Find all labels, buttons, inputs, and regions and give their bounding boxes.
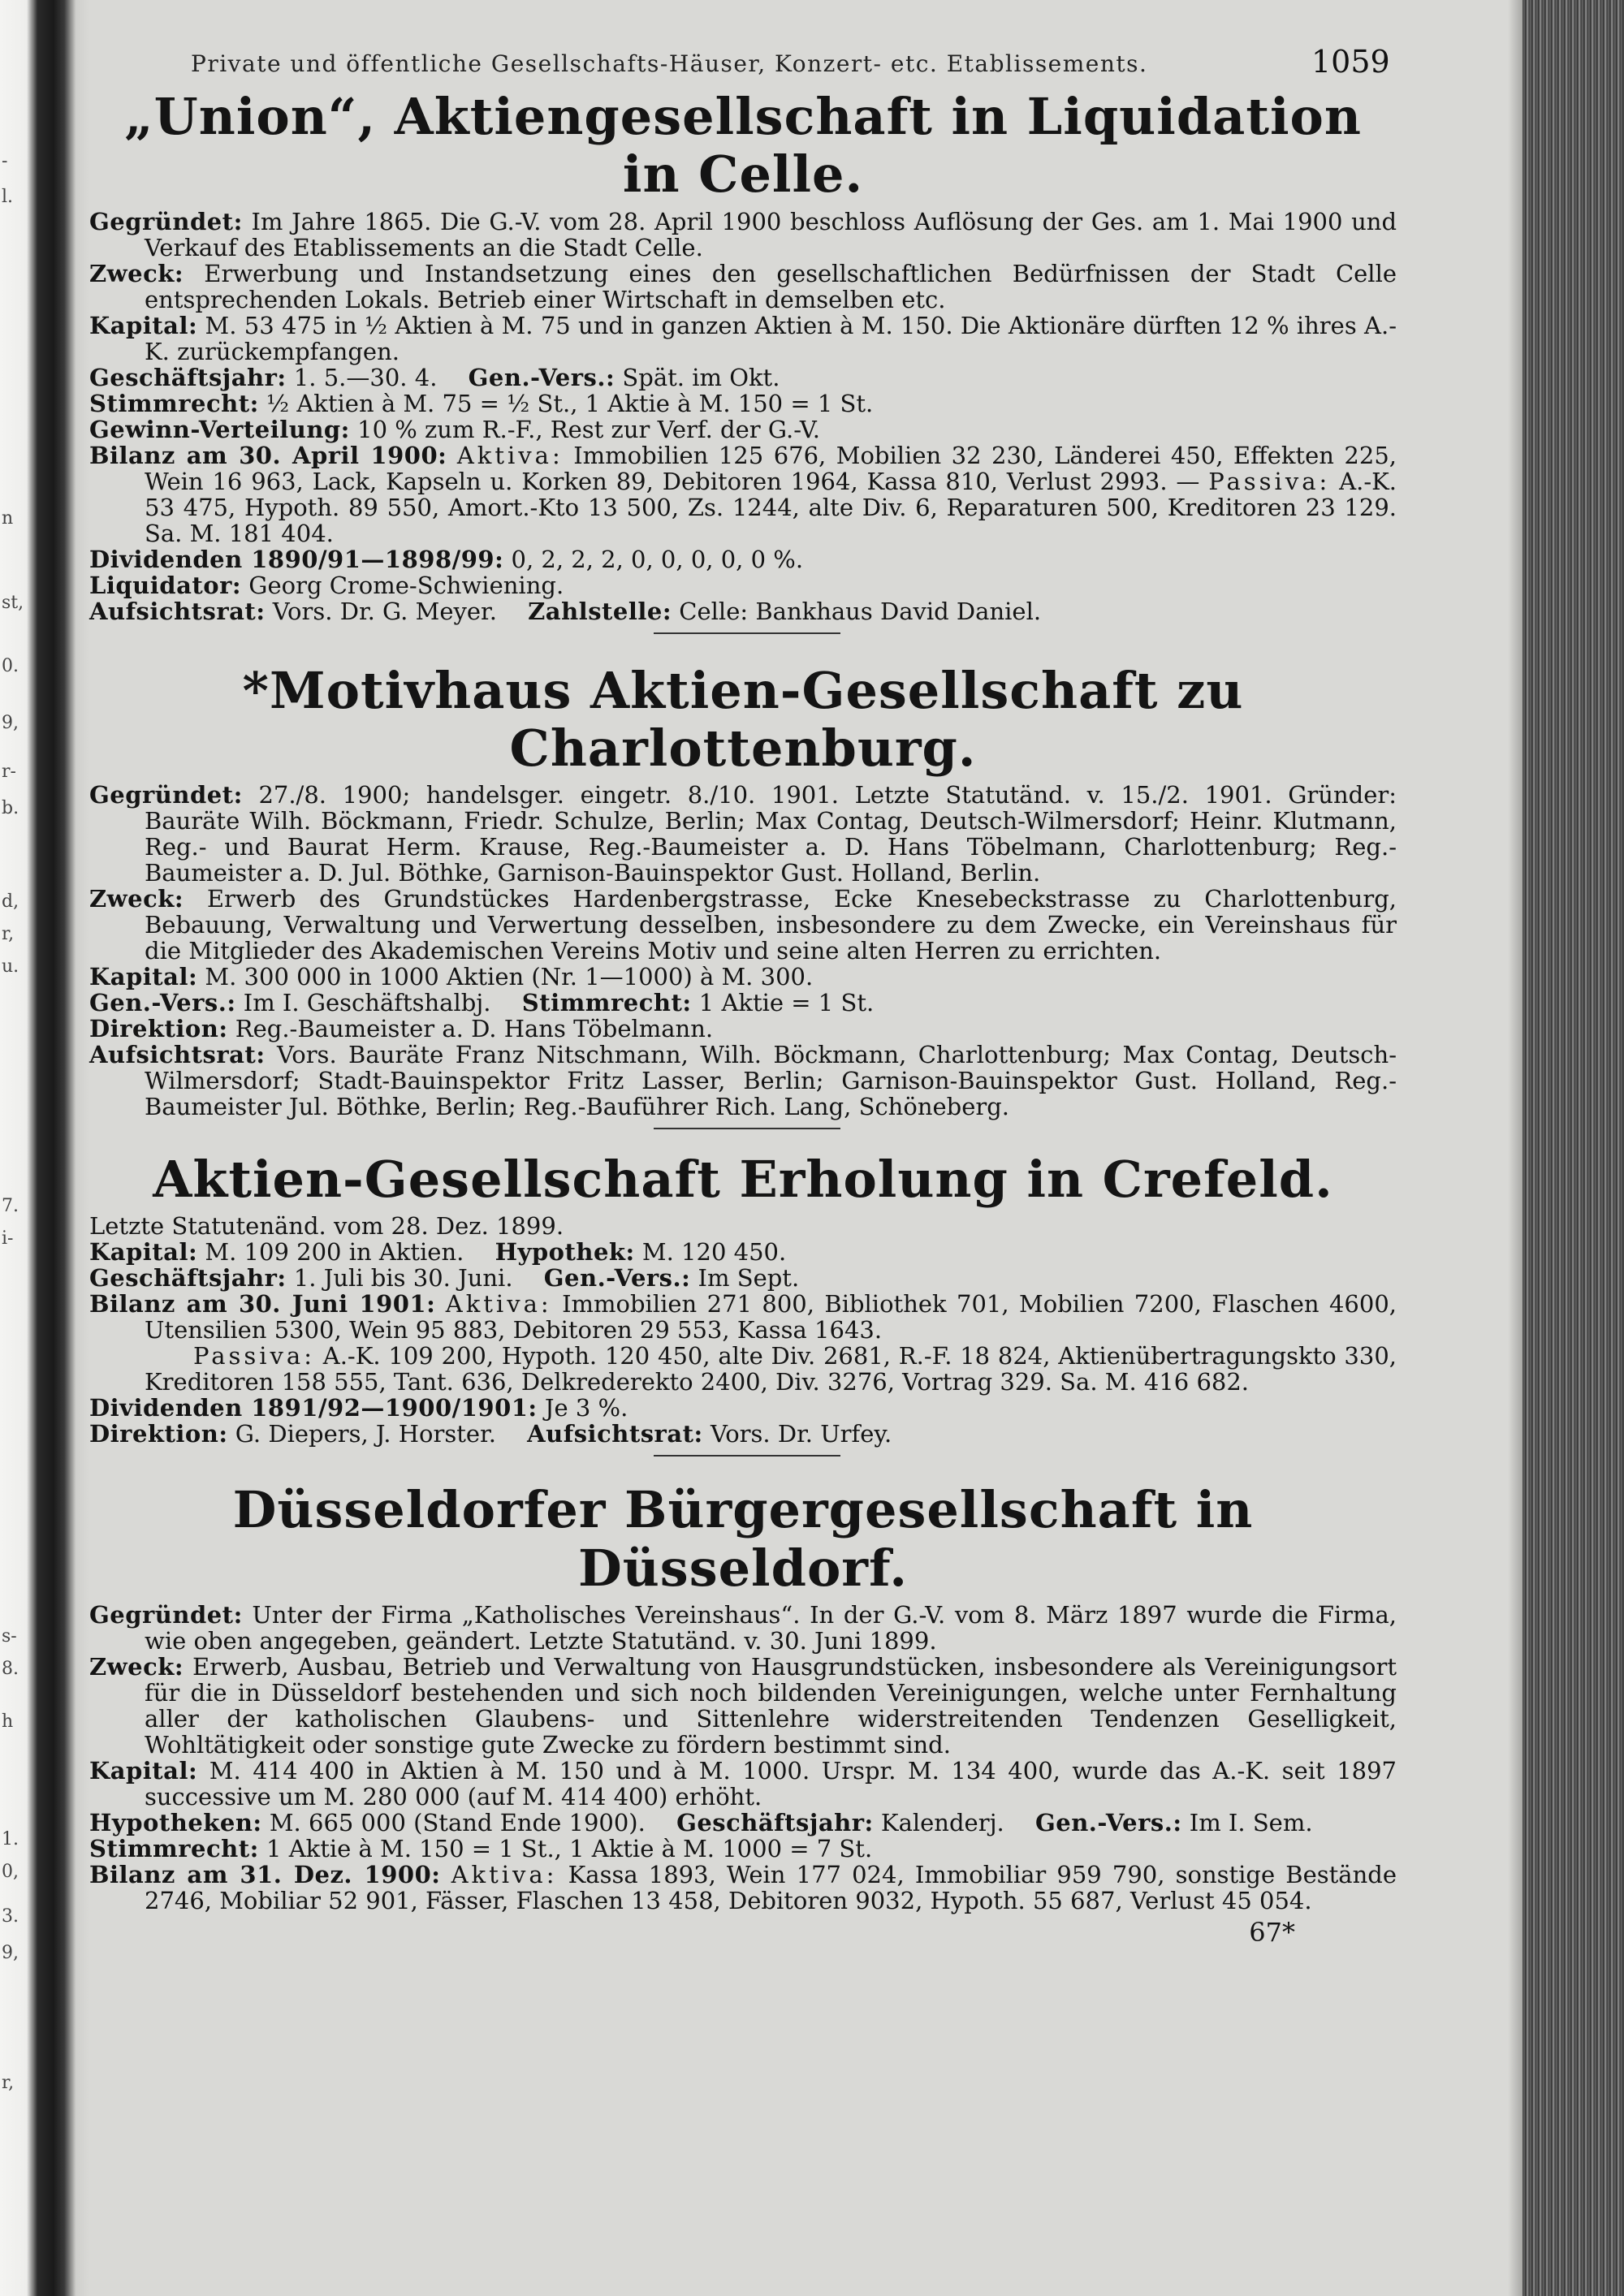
field-value: M. 665 000 (Stand Ende 1900).: [269, 1809, 646, 1837]
field-label: Zahlstelle:: [528, 597, 672, 625]
margin-fragment: u.: [2, 956, 19, 977]
margin-fragment: r,: [2, 2073, 15, 2093]
field-label: Dividenden 1890/91—1898/99:: [89, 545, 504, 573]
field-label: Kapital:: [89, 311, 198, 339]
entry-paragraph: [89, 1421, 1397, 1447]
entry-paragraph: [89, 598, 1397, 624]
entry-separator: [654, 1128, 840, 1129]
left-margin-fragments: [2, 0, 24, 2296]
entry-paragraph: [89, 1836, 1397, 1862]
field-value: Je 3 %.: [544, 1394, 628, 1422]
page-number: 1059: [1311, 44, 1390, 80]
entry-paragraph: [89, 1862, 1397, 1914]
field-value: Kassa 1893, Wein 177 024, Immobiliar 959 790, sonstige Bestände 2746, Mobiliar 52 901, Fässer, Flaschen 13 458, Debitoren 9032, Hypoth. 55 687, Verlust 45 054.: [145, 1861, 1397, 1915]
field-value: Reg.-Baumeister a. D. Hans Töbelmann.: [235, 1015, 714, 1043]
field-value: Vors. Dr. Urfey.: [710, 1420, 892, 1448]
field-value: Erwerb des Grundstückes Hardenbergstrasse, Ecke Knesebeckstrasse zu Charlottenburg, Bebauung, Verwaltung und Verwertung desselben, insbesondere zu dem Zwecke, ein Vereinshaus für die Mitglieder des Akademischen Vereins Motiv und seine alten Herren zu errichten.: [145, 885, 1397, 965]
field-value: Vors. Bauräte Franz Nitschmann, Wilh. Böckmann, Charlottenburg; Max Contag, Deutsch-Wilmersdorf; Stadt-Bauinspektor Fritz Lasser, Berlin; Garnison-Bauinspektor Gust. Holland, Reg.-Baumeister Jul. Böthke, Berlin; Reg.-Bauführer Rich. Lang, Schöneberg.: [145, 1041, 1397, 1121]
field-label: Bilanz am 31. Dez. 1900:: [89, 1861, 441, 1889]
field-label: Gen.-Vers.:: [543, 1264, 691, 1293]
field-label: Zweck:: [89, 259, 184, 287]
entry-paragraph: [89, 1291, 1397, 1343]
field-value: 0, 2, 2, 2, 0, 0, 0, 0, 0 %.: [511, 545, 804, 573]
field-label: Kapital:: [89, 1238, 198, 1267]
field-label: Zweck:: [89, 885, 184, 913]
field-value: 1 Aktie = 1 St.: [698, 989, 875, 1017]
balance-side-label: Aktiva:: [456, 441, 564, 469]
field-value: 1. Juli bis 30. Juni.: [293, 1264, 513, 1293]
field-value: A.-K. 109 200, Hypoth. 120 450, alte Div. 2681, R.-F. 18 824, Aktienübertragungskto 330, Kreditoren 158 555, Tant. 636, Delkrederekto 2400, Div. 3276, Vortrag 329. Sa. M. 416 682.: [145, 1342, 1397, 1396]
margin-fragment: l.: [2, 187, 14, 207]
field-label: Gen.-Vers.:: [89, 989, 236, 1017]
field-value: 10 % zum R.-F., Rest zur Verf. der G.-V.: [357, 415, 820, 443]
field-value: Im I. Geschäftshalbj.: [243, 989, 491, 1017]
entry-paragraph: [89, 1654, 1397, 1758]
field-value: Im Jahre 1865. Die G.-V. vom 28. April 1900 beschloss Auflösung der Ges. am 1. Mai 1900 und Verkauf des Etablissements an die Stadt Celle.: [145, 207, 1397, 261]
entry-paragraph: [89, 1239, 1397, 1265]
document-page: [89, 41, 1405, 1948]
page-stack-edge: [1522, 0, 1624, 2296]
balance-side-label: Aktiva:: [445, 1290, 552, 1318]
field-label: Gegründet:: [89, 1601, 243, 1629]
entry-paragraph: [89, 782, 1397, 886]
entries-container: [89, 88, 1405, 1914]
field-value: 1 Aktie à M. 150 = 1 St., 1 Aktie à M. 1000 = 7 St.: [266, 1835, 873, 1863]
field-value: M. 414 400 in Aktien à M. 150 und à M. 1000. Urspr. M. 134 400, wurde das A.-K. seit 1897 successive um M. 280 000 (auf M. 414 400) erhöht.: [145, 1757, 1397, 1811]
entry-paragraph: [89, 391, 1397, 416]
field-value: Letzte Statutenänd. vom 28. Dez. 1899.: [89, 1212, 564, 1241]
entry-title: „Union“, Aktiengesellschaft in Liquidation in Celle.: [124, 87, 1362, 205]
field-label: Geschäftsjahr:: [89, 363, 287, 391]
margin-fragment: 8.: [2, 1659, 19, 1679]
field-value: Celle: Bankhaus David Daniel.: [679, 597, 1042, 625]
entry-separator: [654, 1455, 840, 1457]
field-label: Kapital:: [89, 1757, 198, 1785]
balance-side-label: Passiva:: [1208, 467, 1331, 495]
field-value: G. Diepers, J. Horster.: [235, 1420, 496, 1448]
field-label: Gen.-Vers.:: [1035, 1809, 1182, 1837]
field-value: M. 300 000 in 1000 Aktien (Nr. 1—1000) à M. 300.: [205, 963, 814, 991]
field-label: Dividenden 1891/92—1900/1901:: [89, 1394, 538, 1422]
field-value: Unter der Firma „Katholisches Vereinshaus“. In der G.-V. vom 8. März 1897 wurde die Firma, wie oben angegeben, geändert. Letzte Statutänd. v. 30. Juni 1899.: [145, 1601, 1397, 1655]
company-entry: [89, 88, 1397, 624]
margin-fragment: 9,: [2, 1943, 19, 1963]
entry-paragraph: [89, 209, 1397, 261]
field-label: Hypotheken:: [89, 1809, 262, 1837]
field-label: Gewinn-Verteilung:: [89, 415, 350, 443]
field-value: Erwerb, Ausbau, Betrieb und Verwaltung von Hausgrundstücken, insbesondere als Vereinigungsort für die in Düsseldorf bestehenden und sich noch bildenden Vereinigungen, welche unter Fernhaltung aller der katholischen Glaubens- und Sittenlehre widerstreitenden Tendenzen Geselligkeit, Wohltätigkeit oder sonstige gute Zwecke zu fördern bestimmt sind.: [145, 1653, 1397, 1759]
field-label: Stimmrecht:: [89, 1835, 259, 1863]
field-value: A.-K. 53 475, Hypoth. 89 550, Amort.-Kto 13 500, Zs. 1244, alte Div. 6, Reparaturen 500, Kreditoren 23 129. Sa. M. 181 404.: [145, 467, 1397, 547]
field-label: Hypothek:: [495, 1238, 635, 1267]
entry-paragraph: [89, 990, 1397, 1016]
margin-fragment: s-: [2, 1626, 17, 1646]
field-label: Aufsichtsrat:: [89, 1041, 266, 1069]
margin-fragment: 0.: [2, 656, 19, 676]
entry-paragraph: [89, 442, 1397, 546]
signature-mark: 67*: [1249, 1917, 1295, 1949]
field-label: Geschäftsjahr:: [89, 1264, 287, 1293]
field-label: Stimmrecht:: [521, 989, 692, 1017]
field-label: Aufsichtsrat:: [527, 1420, 703, 1448]
margin-fragment: b.: [2, 798, 19, 818]
field-value: Immobilien 271 800, Bibliothek 701, Mobilien 7200, Flaschen 4600, Utensilien 5300, Wein 95 883, Debitoren 29 553, Kassa 1643.: [145, 1290, 1397, 1344]
margin-fragment: 1.: [2, 1829, 19, 1849]
entry-paragraph: [89, 1016, 1397, 1042]
field-value: Georg Crome-Schwiening.: [248, 571, 564, 599]
field-label: Stimmrecht:: [89, 389, 259, 417]
margin-fragment: st,: [2, 593, 24, 613]
field-label: Bilanz am 30. Juni 1901:: [89, 1290, 436, 1318]
field-label: Gegründet:: [89, 781, 243, 809]
entry-paragraph: [89, 1343, 1397, 1395]
balance-side-label: Passiva:: [193, 1342, 315, 1370]
margin-fragment: i-: [2, 1228, 14, 1249]
margin-fragment: 9,: [2, 713, 19, 733]
running-head-text: Private und öffentliche Gesellschafts-Häuser, Konzert- etc. Etablissements.: [191, 50, 1148, 77]
field-label: Liquidator:: [89, 571, 242, 599]
entry-paragraph: [89, 1810, 1397, 1836]
field-label: Geschäftsjahr:: [676, 1809, 874, 1837]
field-value: 1. 5.—30. 4.: [293, 363, 438, 391]
field-label: Gegründet:: [89, 207, 243, 235]
field-value: Erwerbung und Instandsetzung eines den gesellschaftlichen Bedürfnissen der Stadt Celle entsprechenden Lokals. Betrieb einer Wirtschaft in demselben etc.: [145, 259, 1397, 313]
margin-fragment: 3.: [2, 1906, 19, 1927]
field-label: Zweck:: [89, 1653, 184, 1681]
entry-paragraph: [89, 261, 1397, 313]
field-value: 27./8. 1900; handelsger. eingetr. 8./10. 1901. Letzte Statutänd. v. 15./2. 1901. Gründer: Bauräte Wilh. Böckmann, Friedr. Schulze, Berlin; Max Contag, Deutsch-Wilmersdorf; Heinr. Klutmann, Reg.- und Baurat Herm. Krause, Reg.-Baumeister a. D. Hans Töbelmann, Charlottenburg; Reg.-Baumeister a. D. Jul. Böthke, Garnison-Bauinspektor Gust. Holland, Berlin.: [145, 781, 1397, 887]
field-label: Gen.-Vers.:: [468, 363, 615, 391]
entry-paragraph: [89, 1042, 1397, 1120]
entry-title: *Motivhaus Aktien-Gesellschaft zu Charlottenburg.: [242, 660, 1244, 778]
entry-paragraph: [89, 964, 1397, 990]
company-entry: [89, 1481, 1397, 1914]
field-label: Aufsichtsrat:: [89, 597, 266, 625]
entry-paragraph: [89, 1602, 1397, 1654]
field-label: Direktion:: [89, 1015, 228, 1043]
field-value: Im Sept.: [698, 1264, 800, 1293]
entry-title: Aktien-Gesellschaft Erholung in Crefeld.: [153, 1150, 1333, 1210]
entry-paragraph: [89, 365, 1397, 391]
page-shadow-right: [1508, 0, 1522, 2296]
entry-paragraph: [89, 416, 1397, 442]
entry-paragraph: [89, 546, 1397, 572]
margin-fragment: n: [2, 508, 14, 529]
company-entry: [89, 1150, 1397, 1447]
company-entry: [89, 662, 1397, 1120]
entry-paragraph: [89, 1265, 1397, 1291]
entry-paragraph: [89, 1213, 1397, 1239]
field-value: Kalenderj.: [880, 1809, 1004, 1837]
entry-paragraph: [89, 1758, 1397, 1810]
field-label: Direktion:: [89, 1420, 228, 1448]
field-value: Spät. im Okt.: [622, 363, 780, 391]
margin-fragment: -: [2, 151, 8, 171]
running-head: [89, 41, 1405, 81]
entry-paragraph: [89, 1395, 1397, 1421]
entry-paragraph: [89, 313, 1397, 365]
entry-separator: [654, 632, 840, 634]
field-value: M. 120 450.: [641, 1238, 787, 1267]
field-value: Vors. Dr. G. Meyer.: [272, 597, 497, 625]
field-label: Kapital:: [89, 963, 198, 991]
field-value: Immobilien 125 676, Mobilien 32 230, Länderei 450, Effekten 225, Wein 16 963, Lack, Kapseln u. Korken 89, Debitoren 1964, Kassa 810, Verlust 2993. —: [145, 441, 1397, 495]
margin-fragment: r,: [2, 924, 15, 944]
margin-fragment: d,: [2, 891, 19, 912]
entry-paragraph: [89, 886, 1397, 964]
field-value: M. 109 200 in Aktien.: [205, 1238, 464, 1267]
margin-fragment: h: [2, 1711, 14, 1732]
field-value: ½ Aktien à M. 75 = ½ St., 1 Aktie à M. 150 = 1 St.: [266, 389, 874, 417]
field-value: M. 53 475 in ½ Aktien à M. 75 und in ganzen Aktien à M. 150. Die Aktionäre dürften 12 % ihres A.-K. zurückempfangen.: [145, 311, 1397, 365]
entry-title: Düsseldorfer Bürgergesellschaft in Düsseldorf.: [232, 1480, 1254, 1598]
margin-fragment: 0,: [2, 1862, 19, 1882]
field-label: Bilanz am 30. April 1900:: [89, 441, 447, 469]
margin-fragment: r-: [2, 762, 16, 782]
margin-fragment: 7.: [2, 1196, 19, 1216]
entry-paragraph: [89, 572, 1397, 598]
field-value: Im I. Sem.: [1189, 1809, 1313, 1837]
balance-side-label: Aktiva:: [451, 1861, 558, 1889]
